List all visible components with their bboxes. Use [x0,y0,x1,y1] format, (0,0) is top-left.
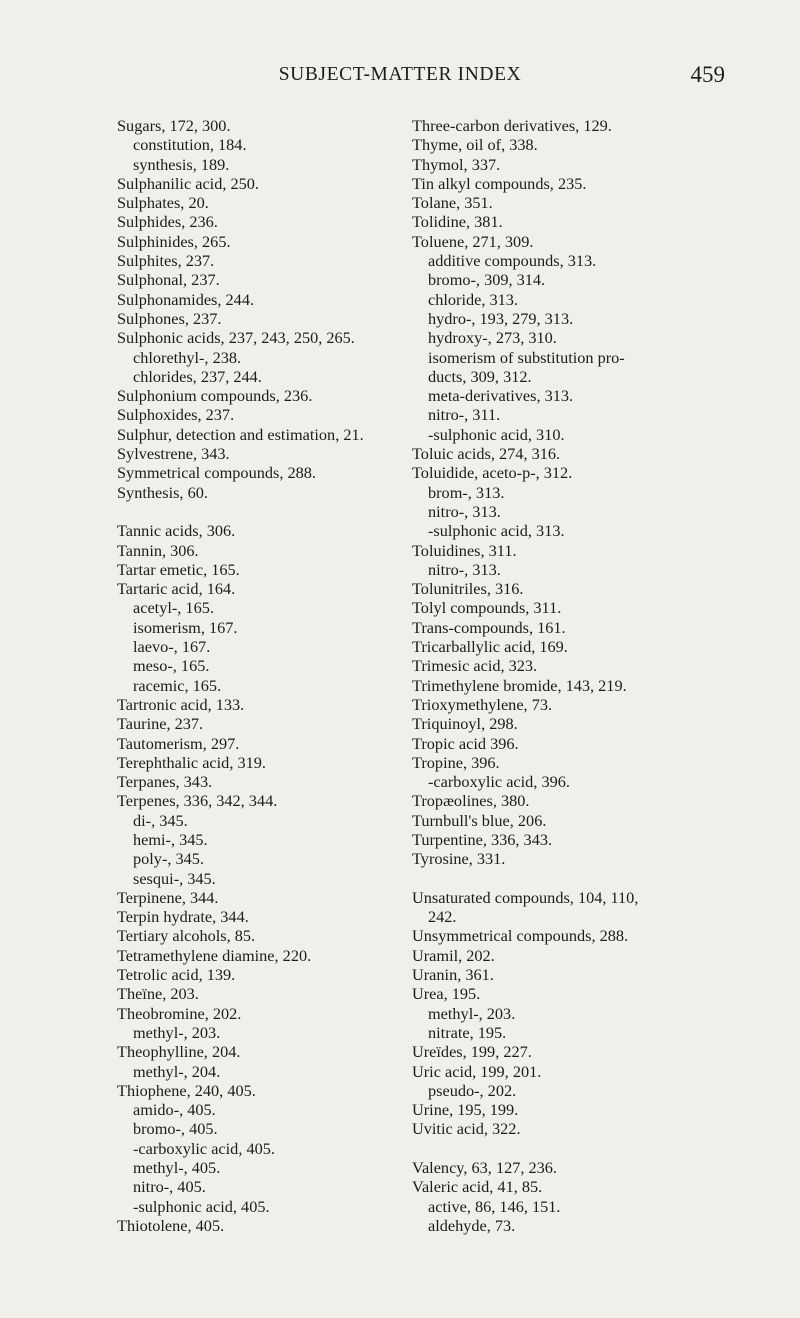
index-subentry: nitrate, 195. [428,1022,507,1042]
index-entry: Terpanes, 343. [117,772,213,792]
index-entry: Sulphides, 236. [117,212,218,232]
index-entry: Tannin, 306. [117,540,199,560]
index-subentry: active, 86, 146, 151. [428,1196,561,1216]
index-subentry: nitro-, 405. [133,1177,206,1197]
index-entry: Tartaric acid, 164. [117,579,236,599]
index-subentry: di-, 345. [133,810,188,830]
index-subentry: aldehyde, 73. [428,1215,516,1235]
index-entry: Sulphur, detection and estimation, 21. [117,424,364,444]
index-entry: Tyrosine, 331. [412,849,506,869]
index-entry: Sulphanilic acid, 250. [117,173,259,193]
index-entry: Tautomerism, 297. [117,733,240,753]
index-subentry: laevo-, 167. [133,637,211,657]
index-entry: Sulphonamides, 244. [117,289,255,309]
index-entry: Sylvestrene, 343. [117,444,230,464]
index-subentry: hydro-, 193, 279, 313. [428,308,574,328]
index-entry: Sugars, 172, 300. [117,116,231,135]
index-entry: Uric acid, 199, 201. [412,1061,542,1081]
index-subentry: -carboxylic acid, 396. [428,772,570,792]
index-entry: Toluic acids, 274, 316. [412,444,561,464]
index-entry: Tartar emetic, 165. [117,559,240,579]
index-subentry: methyl-, 203. [133,1022,221,1042]
index-entry: Turnbull's blue, 206. [412,810,547,830]
index-subentry: -sulphonic acid, 310. [428,424,565,444]
index-entry: Sulphonium compounds, 236. [117,386,313,406]
index-entry: Urea, 195. [412,984,481,1004]
index-entry: Tolidine, 381. [412,212,503,232]
index-subentry: acetyl-, 165. [133,598,214,618]
index-entry: Triquinoyl, 298. [412,714,518,734]
index-entry: Synthesis, 60. [117,482,208,502]
index-subentry: -sulphonic acid, 405. [133,1196,270,1216]
index-entry: Uranin, 361. [412,965,494,985]
index-subentry: pseudo-, 202. [428,1080,517,1100]
index-entry: Three-carbon derivatives, 129. [412,116,612,135]
index-subentry: chlorides, 237, 244. [133,366,262,386]
running-title: SUBJECT-MATTER INDEX [278,64,522,85]
section-gap [412,1139,787,1158]
index-entry: Uramil, 202. [412,945,495,965]
index-subentry: chlorethyl-, 238. [133,347,242,367]
index-entry: Tolane, 351. [412,193,493,213]
index-entry: Tin alkyl compounds, 235. [412,173,587,193]
index-entry: Ureïdes, 199, 227. [412,1042,532,1062]
index-subentry: poly-, 345. [133,849,204,869]
index-entry: Toluene, 271, 309. [412,231,534,251]
index-entry: Trioxymethylene, 73. [412,694,553,714]
index-entry: Sulphonic acids, 237, 243, 250, 265. [117,328,355,348]
section-gap [412,869,787,888]
index-entry: Valency, 63, 127, 236. [412,1158,557,1178]
index-subentry: brom-, 313. [428,482,505,502]
index-entry: Sulphonal, 237. [117,270,220,290]
index-entry: Tartronic acid, 133. [117,694,245,714]
index-entry: Trimethylene bromide, 143, 219. [412,675,627,695]
index-entry: Terephthalic acid, 319. [117,752,266,772]
index-entry: Terpin hydrate, 344. [117,907,249,927]
index-entry: Turpentine, 336, 343. [412,829,553,849]
index-subentry: isomerism, 167. [133,617,238,637]
index-subentry: isomerism of substitution pro- [428,347,625,367]
index-subentry: amido-, 405. [133,1100,216,1120]
index-entry: Tertiary alcohols, 85. [117,926,256,946]
index-entry: Toluidines, 311. [412,540,517,560]
index-subentry: constitution, 184. [133,135,247,155]
index-subentry: bromo-, 405. [133,1119,218,1139]
index-entry: Uvitic acid, 322. [412,1119,521,1139]
index-subentry: hydroxy-, 273, 310. [428,328,557,348]
index-entry: Thiophene, 240, 405. [117,1080,256,1100]
index-subentry: bromo-, 309, 314. [428,270,546,290]
index-entry: Symmetrical compounds, 288. [117,463,316,483]
index-entry: Trimesic acid, 323. [412,656,538,676]
index-entry: Urine, 195, 199. [412,1100,519,1120]
index-entry: Terpenes, 336, 342, 344. [117,791,278,811]
index-entry: Sulphates, 20. [117,193,209,213]
index-subentry: meta-derivatives, 313. [428,386,574,406]
index-column-right [412,116,787,1235]
index-entry: Sulphinides, 265. [117,231,231,251]
index-entry: Unsymmetrical compounds, 288. [412,926,629,946]
index-entry: Theophylline, 204. [117,1042,241,1062]
index-subentry: methyl-, 203. [428,1003,516,1023]
index-entry: Thymol, 337. [412,154,501,174]
index-entry: Sulphites, 237. [117,251,215,271]
index-subentry: hemi-, 345. [133,829,208,849]
index-entry: Sulphoxides, 237. [117,405,235,425]
index-subentry: chloride, 313. [428,289,518,309]
index-entry: Thyme, oil of, 338. [412,135,538,155]
index-subentry: -sulphonic acid, 313. [428,521,565,541]
index-subentry: -carboxylic acid, 405. [133,1138,275,1158]
index-entry: Trans-compounds, 161. [412,617,566,637]
index-entry: Sulphones, 237. [117,308,222,328]
index-entry: Tetramethylene diamine, 220. [117,945,312,965]
index-subentry: synthesis, 189. [133,154,230,174]
index-entry: Tropic acid 396. [412,733,519,753]
index-entry: Toluidide, aceto-p-, 312. [412,463,573,483]
index-entry: Valeric acid, 41, 85. [412,1177,543,1197]
index-entry: Tropæolines, 380. [412,791,530,811]
index-entry: Tolunitriles, 316. [412,579,524,599]
index-entry-continuation: 242. [428,907,457,927]
index-entry: Theobromine, 202. [117,1003,242,1023]
index-entry: Tricarballylic acid, 169. [412,637,568,657]
index-subentry: methyl-, 204. [133,1061,221,1081]
index-subentry: racemic, 165. [133,675,222,695]
index-entry: Thiotolene, 405. [117,1215,225,1235]
page-header [0,62,800,92]
index-subentry: nitro-, 311. [428,405,501,425]
index-entry: Terpinene, 344. [117,887,219,907]
index-entry: Tropine, 396. [412,752,500,772]
index-entry: Tetrolic acid, 139. [117,965,236,985]
index-entry: Tolyl compounds, 311. [412,598,562,618]
index-subentry: meso-, 165. [133,656,210,676]
index-subentry: nitro-, 313. [428,559,501,579]
index-subentry: methyl-, 405. [133,1158,221,1178]
index-entry: Theïne, 203. [117,984,199,1004]
page-number: 459 [690,62,725,87]
index-entry: Taurine, 237. [117,714,204,734]
index-entry: Unsaturated compounds, 104, 110, [412,887,639,907]
index-entry-continuation: ducts, 309, 312. [428,366,532,386]
index-subentry: nitro-, 313. [428,501,501,521]
index-subentry: additive compounds, 313. [428,251,597,271]
index-subentry: sesqui-, 345. [133,868,216,888]
index-entry: Tannic acids, 306. [117,521,236,541]
